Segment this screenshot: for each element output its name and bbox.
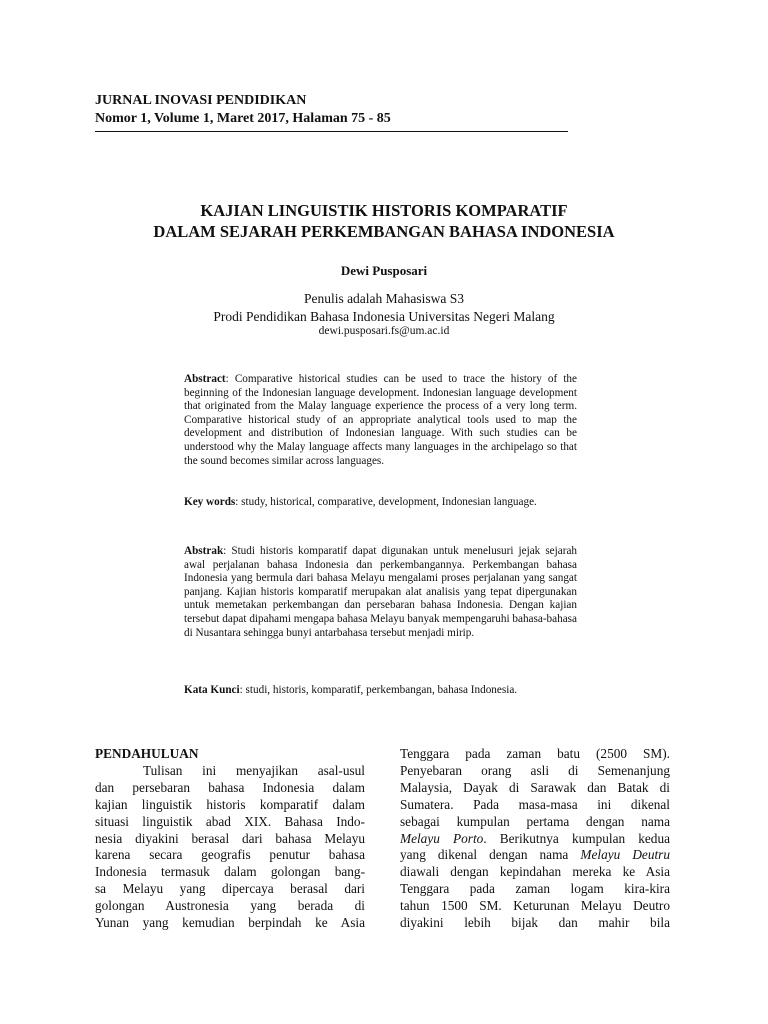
body-line: Tulisan ini menyajikan asal-usul: [143, 762, 365, 778]
abstrak-label: Abstrak: [184, 545, 224, 557]
kata-kunci-label: Kata Kunci: [184, 684, 240, 696]
term-melayu-deutru: Melayu Deutru: [580, 847, 670, 863]
body-line: sebagai kumpulan pertama dengan nama: [400, 813, 670, 829]
body-line: diyakini lebih bijak dan mahir bila: [400, 915, 670, 931]
author-name: Dewi Pusposari: [340, 263, 428, 278]
body-line: [400, 831, 670, 848]
title-line-2: DALAM SEJARAH PERKEMBANGAN BAHASA INDONESIA: [153, 222, 615, 241]
body-line: Tenggara pada zaman logam kira-kira: [400, 881, 670, 897]
issue-info: Nomor 1, Volume 1, Maret 2017, Halaman 75 - 85: [95, 111, 391, 126]
keywords-text: : study, historical, comparative, development, Indonesian language.: [235, 496, 537, 508]
body-line: sa Melayu yang dipercaya berasal dari: [95, 881, 365, 897]
body-column-right: [400, 746, 670, 932]
affiliation-line-2: Prodi Pendidikan Bahasa Indonesia Universitas Negeri Malang: [213, 309, 555, 324]
kata-kunci-text: : studi, historis, komparatif, perkembangan, bahasa Indonesia.: [239, 684, 518, 696]
body-line: Malaysia, Dayak di Sarawak dan Batak di: [400, 779, 670, 795]
body-line: diawali dengan kepindahan mereka ke Asia: [400, 864, 670, 880]
author-email: dewi.pusposari.fs@um.ac.id: [318, 325, 450, 337]
body-column-left: [95, 746, 365, 932]
body-line: nesia diyakini berasal dari bahasa Melayu: [95, 830, 365, 846]
keywords-indonesian: [184, 684, 577, 698]
keywords-label: Key words: [184, 496, 236, 508]
body-line-rest: . Berikutnya kumpulan kedua: [483, 830, 671, 846]
journal-header: [95, 92, 575, 128]
term-melayu-porto: Melayu Porto: [400, 830, 484, 846]
body-line: golongan Austronesia yang berada di: [95, 898, 365, 914]
body-line: Yunan yang kemudian berpindah ke Asia: [95, 915, 365, 931]
keywords-english: [184, 496, 577, 510]
affiliation-line-1: Penulis adalah Mahasiswa S3: [303, 291, 465, 306]
section-heading: PENDAHULUAN: [95, 746, 199, 761]
header-divider: [95, 131, 568, 132]
article-title: [0, 200, 768, 242]
body-line: dan persebaran bahasa Indonesia dalam: [95, 779, 365, 795]
body-line: situasi linguistik abad XIX. Bahasa Indo-: [95, 813, 365, 829]
abstract-label: Abstract: [184, 373, 226, 385]
body-line: Tenggara pada zaman batu (2500 SM).: [400, 746, 670, 761]
abstract-indonesian: [184, 545, 577, 640]
author-affiliation: [0, 290, 768, 326]
abstrak-text: : Studi historis komparatif dapat digunakan untuk menelusuri jejak sejarah awal perjalanan bahasa Indonesia dan perkembangannya. Perkembangan bahasa Indonesia yang bermula dari bahasa Melayu mengalami proses perjalanan yang sangat panjang. Kajian historis komparatif merupakan alat analisis yang tepat dipergunakan untuk memetakan perkembangan dan persebaran bahasa Indonesia. Dengan kajian tersebut dapat dipahami mengapa bahasa Melayu banyak mempengaruhi bahasa-bahasa di Nusantara sehingga bunyi antarbahasa tersebut menjadi mirip.: [184, 545, 577, 639]
body-line: Penyebaran orang asli di Semenanjung: [400, 762, 670, 778]
abstract-english: [184, 373, 577, 468]
title-line-1: KAJIAN LINGUISTIK HISTORIS KOMPARATIF: [200, 201, 568, 220]
body-line: Sumatera. Pada masa-masa ini dikenal: [400, 796, 670, 812]
body-line: [400, 847, 670, 864]
journal-name: JURNAL INOVASI PENDIDIKAN: [95, 93, 307, 108]
body-line: tahun 1500 SM. Keturunan Melayu Deutro: [400, 898, 670, 914]
body-line: karena secara geografis penutur bahasa: [95, 847, 365, 863]
abstract-text: : Comparative historical studies can be used to trace the history of the beginning of the Indonesian language development. Indonesian language development that originated from the Malay language experience the process of a very long term. Comparative historical study of an appropriate analytical tools used to map the development and distribution of Indonesian language. With such studies can be understood why the Malay language affects many languages in the archipelago so that the sound becomes similar across languages.: [184, 373, 577, 467]
body-line: kajian linguistik historis komparatif dalam: [95, 796, 365, 812]
body-line-start: yang dikenal dengan nama: [400, 847, 581, 863]
body-line: Indonesia termasuk dalam golongan bang-: [95, 864, 365, 880]
